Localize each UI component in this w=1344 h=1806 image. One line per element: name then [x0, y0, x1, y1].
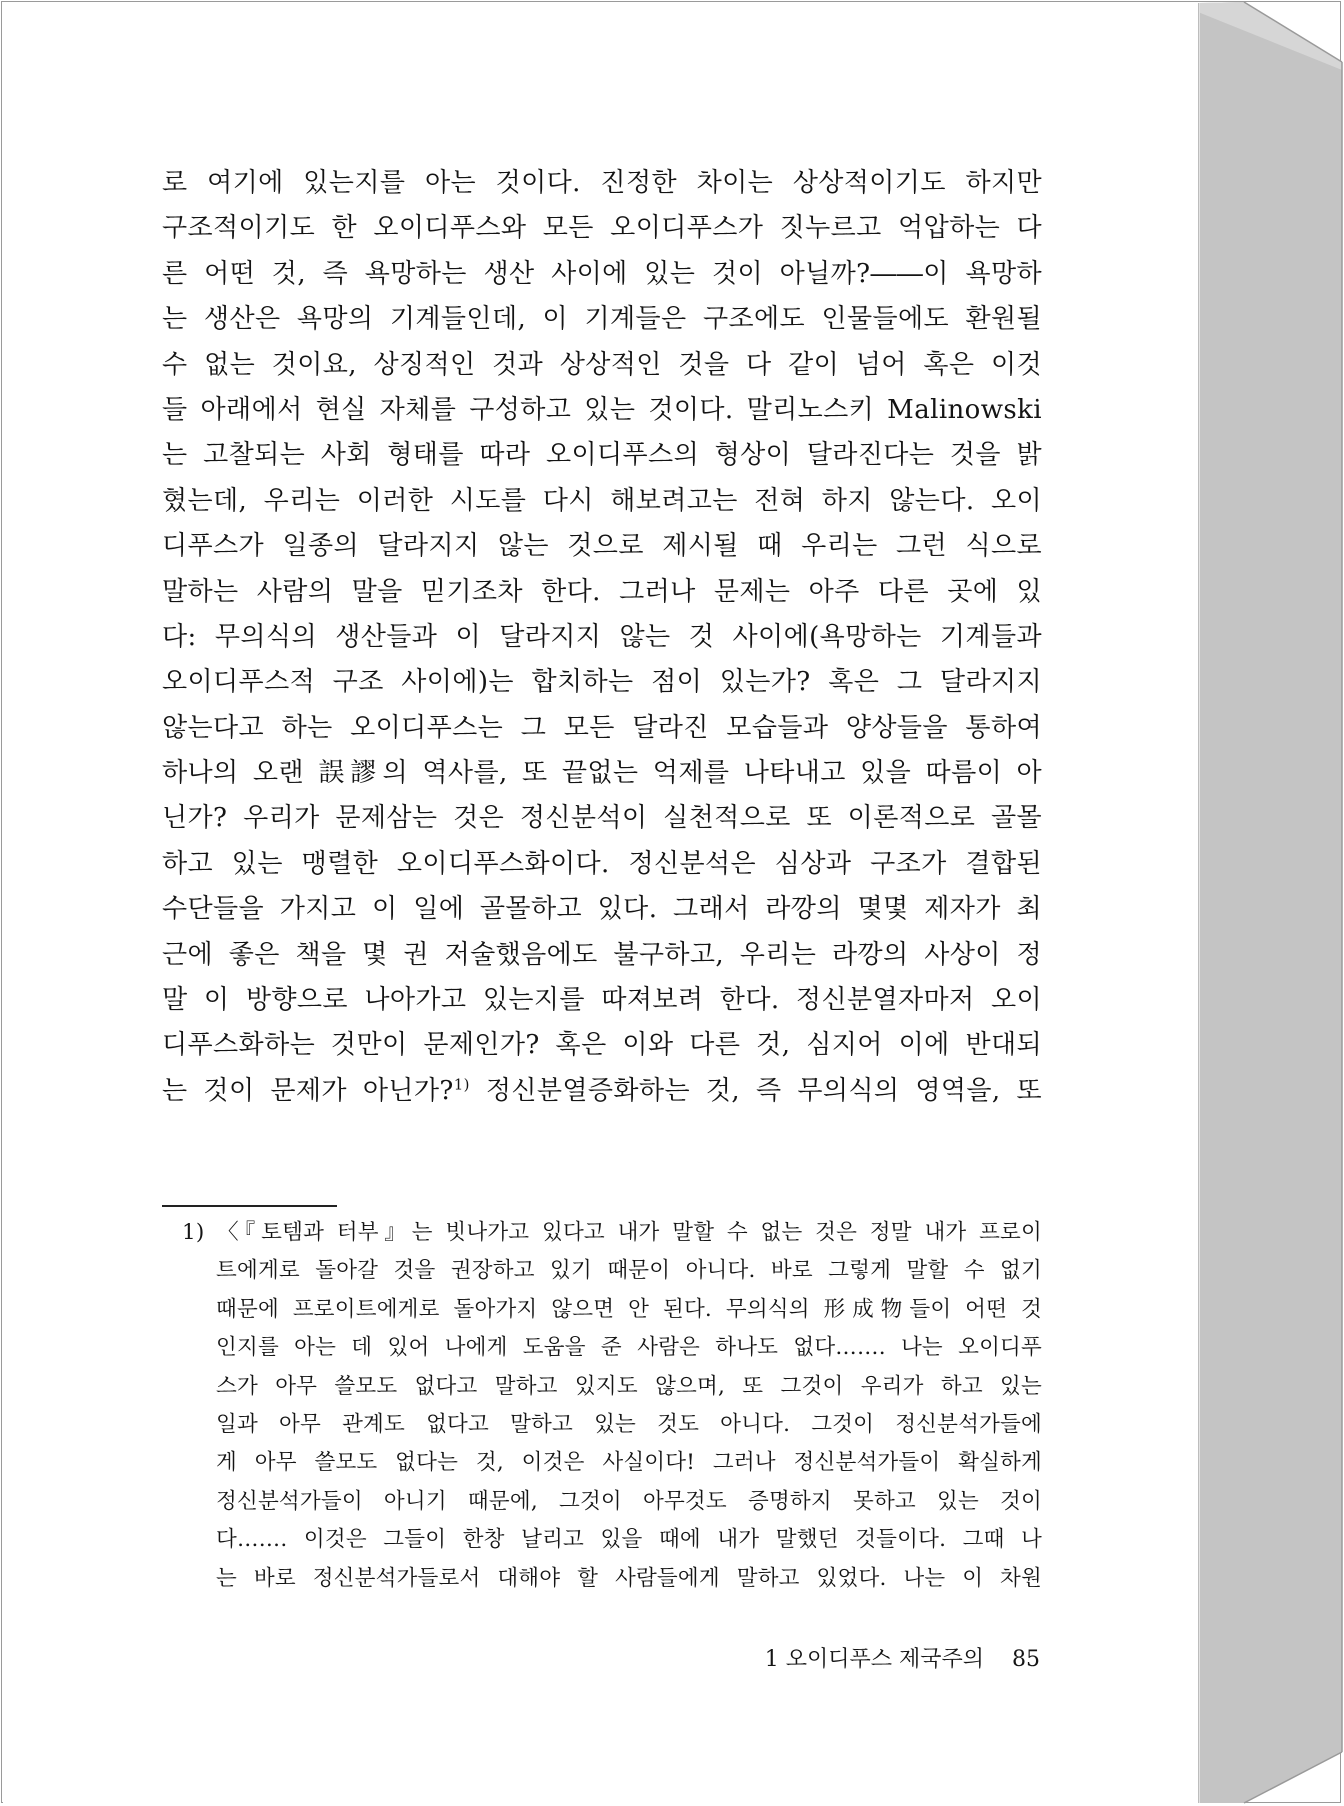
body-line: 오이디푸스적 구조 사이에)는 합치하는 점이 있는가? 혹은 그 달라지지 — [162, 667, 1042, 698]
footnote-line: 트에게로 돌아갈 것을 권장하고 있기 때문이 아니다. 바로 그렇게 말할 수 없기 — [216, 1258, 1042, 1284]
footnote-line: 다……. 이것은 그들이 한창 날리고 있을 때에 내가 말했던 것들이다. 그때 나 — [216, 1527, 1042, 1553]
body-line: 다: 무의식의 생산들과 이 달라지지 않는 것 사이에(욕망하는 기계들과 — [162, 621, 1042, 652]
footnote-line: 정신분석가들이 아니기 때문에, 그것이 아무것도 증명하지 못하고 있는 것이 — [216, 1488, 1042, 1514]
footnote-separator — [162, 1205, 337, 1207]
chapter-title: 1 오이디푸스 제국주의 — [764, 1647, 984, 1672]
body-line: 디푸스가 일종의 달라지지 않는 것으로 제시될 때 우리는 그런 식으로 — [162, 531, 1042, 562]
footnotes — [182, 1214, 1042, 1598]
book-page-edges — [1190, 0, 1344, 1806]
body-line: 는 고찰되는 사회 형태를 따라 오이디푸스의 형상이 달라진다는 것을 밝 — [162, 440, 1042, 471]
body-line: 근에 좋은 책을 몇 권 저술했음에도 불구하고, 우리는 라깡의 사상이 정 — [162, 939, 1042, 970]
body-line: 닌가? 우리가 문제삼는 것은 정신분석이 실천적으로 또 이론적으로 골몰 — [162, 803, 1042, 834]
body-line: 로 여기에 있는지를 아는 것이다. 진정한 차이는 상상적이기도 하지만 — [162, 168, 1042, 198]
body-line: 않는다고 하는 오이디푸스는 그 모든 달라진 모습들과 양상들을 통하여 — [162, 712, 1042, 743]
footnote-line: 1) 〈『토템과 터부』는 빗나가고 있다고 내가 말할 수 없는 것은 정말 내가 프로이 — [182, 1220, 1042, 1245]
body-line: 들 아래에서 현실 자체를 구성하고 있는 것이다. 말리노스키 Malinowski — [162, 394, 1042, 425]
footnote-line: 스가 아무 쓸모도 없다고 말하고 있지도 않으며, 또 그것이 우리가 하고 있는 — [216, 1373, 1042, 1399]
body-line: 는 생산은 욕망의 기계들인데, 이 기계들은 구조에도 인물들에도 환원될 — [162, 304, 1042, 335]
page-number: 85 — [1012, 1647, 1040, 1672]
footnote-line: 일과 아무 관계도 없다고 말하고 있는 것도 아니다. 그것이 정신분석가들에 — [216, 1411, 1042, 1437]
footnote-line: 인지를 아는 데 있어 나에게 도움을 준 사람은 하나도 없다……. 나는 오이디푸 — [216, 1335, 1042, 1361]
body-line: 하고 있는 맹렬한 오이디푸스화이다. 정신분석은 심상과 구조가 결합된 — [162, 848, 1042, 879]
body-line: 하나의 오랜 誤謬의 역사를, 또 끝없는 억제를 나타내고 있을 따름이 아 — [162, 758, 1042, 789]
body-line: 혔는데, 우리는 이러한 시도를 다시 해보려고는 전혀 하지 않는다. 오이 — [162, 485, 1042, 516]
body-line: 구조적이기도 한 오이디푸스와 모든 오이디푸스가 짓누르고 억압하는 다 — [162, 213, 1042, 244]
body-line: 른 어떤 것, 즉 욕망하는 생산 사이에 있는 것이 아닐까?――이 욕망하 — [162, 258, 1042, 289]
running-footer — [690, 1642, 1040, 1678]
footnote-line: 는 바로 정신분석가들로서 대해야 할 사람들에게 말하고 있었다. 나는 이 차원 — [216, 1565, 1042, 1591]
body-line: 수단들을 가지고 이 일에 골몰하고 있다. 그래서 라깡의 몇몇 제자가 최 — [162, 894, 1042, 925]
body-line: 말 이 방향으로 나아가고 있는지를 따져보려 한다. 정신분열자마저 오이 — [162, 985, 1042, 1016]
body-line: 말하는 사람의 말을 믿기조차 한다. 그러나 문제는 아주 다른 곳에 있 — [162, 576, 1042, 607]
body-line: 는 것이 문제가 아닌가?$^{1)}$ 정신분열증화하는 것, 즉 무의식의 영역을, 또 — [162, 1075, 1042, 1106]
footnote-line: 게 아무 쓸모도 없다는 것, 이것은 사실이다! 그러나 정신분석가들이 확실하게 — [216, 1450, 1042, 1476]
body-text — [162, 161, 1042, 1114]
body-line: 수 없는 것이요, 상징적인 것과 상상적인 것을 다 같이 넘어 혹은 이것 — [162, 349, 1042, 380]
footnote-line: 때문에 프로이트에게로 돌아가지 않으면 안 된다. 무의식의 形成物들이 어떤 것 — [216, 1296, 1042, 1322]
footnote-marker: 1) — [453, 1075, 470, 1094]
body-line: 디푸스화하는 것만이 문제인가? 혹은 이와 다른 것, 심지어 이에 반대되 — [162, 1030, 1042, 1061]
